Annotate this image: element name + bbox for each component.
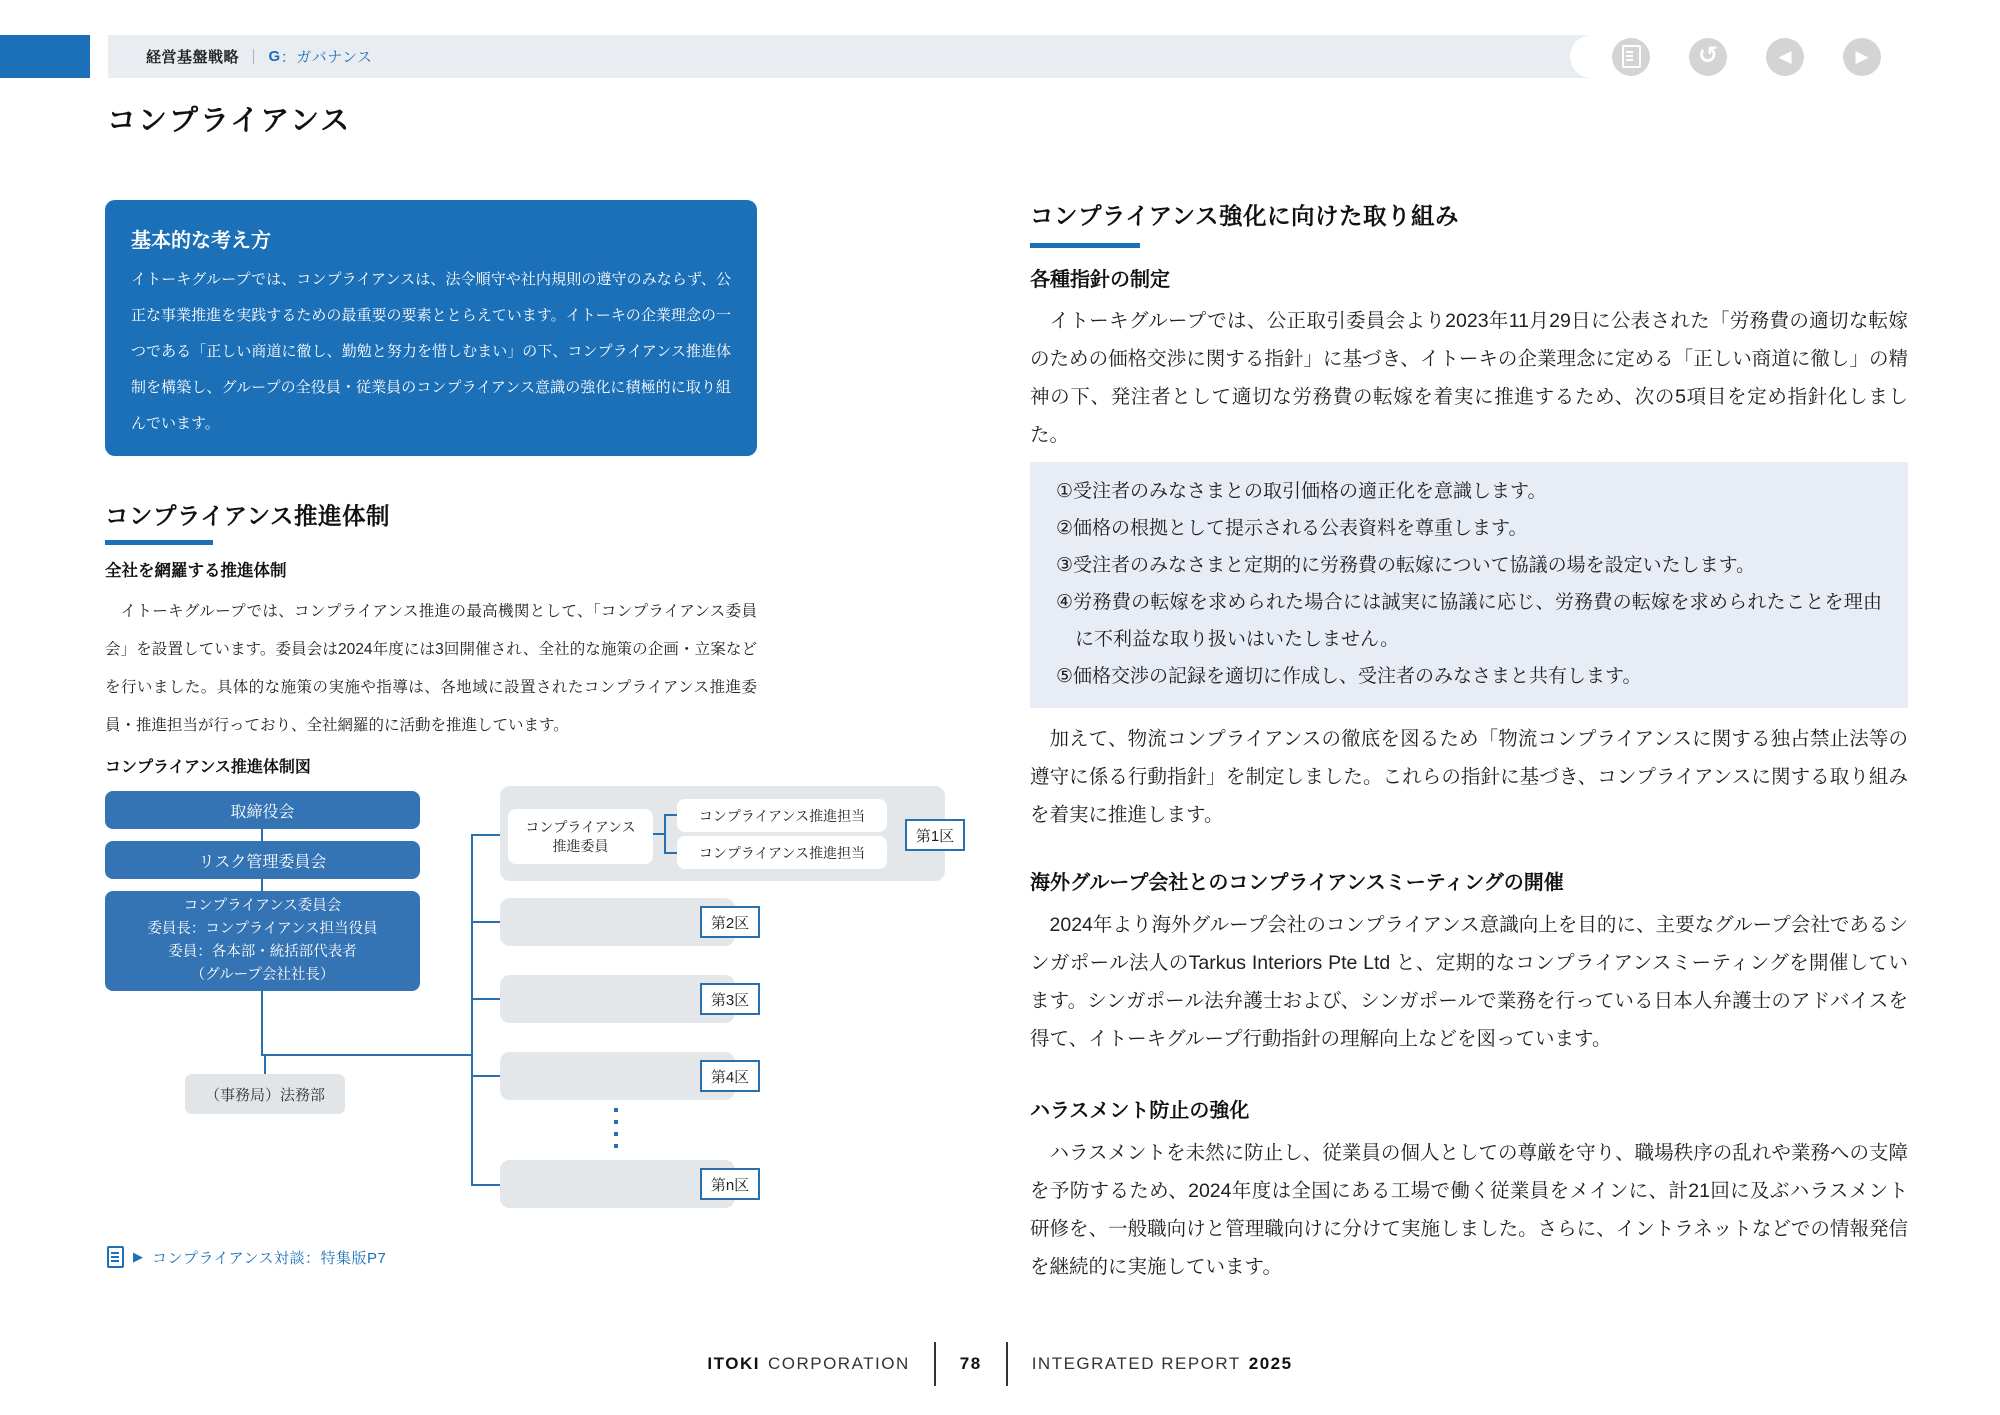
footer-company-bold: ITOKI: [707, 1354, 760, 1373]
connector-line: [261, 879, 263, 891]
promotion-member-box: [508, 809, 653, 864]
connector-line: [261, 991, 263, 1056]
five-point-guideline-box: [1030, 462, 1908, 708]
breadcrumb-tag-label: ：ガバナンス: [280, 49, 373, 66]
committee-line: コンプライアンス委員会: [183, 898, 342, 914]
section-title-strengthening: コンプライアンス強化に向けた取り組み: [1030, 203, 1459, 229]
connector-line: [664, 814, 666, 854]
footer-company-rest: CORPORATION: [767, 1354, 910, 1373]
guideline-item-2: ②価格の根拠として提示される公表資料を尊重します。: [1056, 518, 1528, 539]
link-arrow-icon: ▶: [133, 1249, 143, 1264]
committee-line: （グループ会社社長）: [190, 967, 335, 983]
corner-accent-block: [0, 35, 90, 78]
harassment-body-text: ハラスメントを未然に防止し、従業員の個人としての尊厳を守り、職場秩序の乱れや業務への支障を予防するため、2024年度は全国にある工場で働く従業員をメインに、計21回に及ぶハラスメント研修を、一般職向けと管理職向けに分けて実施しました。さらに、イントラネットなどでの情報発信を継続的に実施しています。: [1030, 1142, 1908, 1278]
section-underline: [105, 540, 213, 545]
connector-trunk: [471, 834, 473, 1186]
promotion-staff-box: コンプライアンス推進担当: [677, 799, 887, 832]
page-footer: [0, 1342, 2000, 1386]
guideline-item-4: ④労務費の転嫁を求められた場合には誠実に協議に応じ、労務費の転嫁を求められたことを理由に不利益な取り扱いはいたしません。: [1056, 592, 1882, 650]
viewer-nav-pill: [1570, 35, 2000, 78]
promoter-line: コンプライアンス: [525, 818, 636, 835]
board-of-directors-box: 取締役会: [105, 791, 420, 829]
subsection-title-guidelines: 各種指針の制定: [1030, 269, 1170, 291]
undo-icon[interactable]: ↺: [1689, 38, 1727, 76]
page-title: コンプライアンス: [107, 105, 352, 137]
promotion-staff-box: コンプライアンス推進担当: [677, 836, 887, 869]
breadcrumb-category: 経営基盤戦略: [146, 49, 240, 66]
committee-line: 委員長：コンプライアンス担当役員: [147, 921, 378, 937]
connector-stub: [471, 1184, 503, 1186]
subsection-title-overseas: 海外グループ会社とのコンプライアンスミーティングの開催: [1030, 872, 1564, 894]
promotion-body-text: イトーキグループでは、コンプライアンス推進の最高機関として、「コンプライアンス委員会」を設置しています。委員会は2024年度には3回開催され、全社的な施策の企画・立案などを行いました。具体的な施策の実施や指導は、各地域に設置されたコンプライアンス推進委員・推進担当が行っており、全社網羅的に活動を推進しています。: [105, 603, 757, 734]
section-title-promotion: コンプライアンス推進体制: [105, 503, 390, 529]
footer-report: [1032, 1354, 1293, 1374]
guideline-item-5: ⑤価格交渉の記録を適切に作成し、受注者のみなさまと共有します。: [1056, 666, 1642, 687]
link-label: コンプライアンス対談：特集版P7: [152, 1249, 387, 1267]
strengthening-section: [1030, 200, 1908, 1286]
document-icon: [107, 1246, 124, 1268]
connector-stub: [471, 998, 503, 1000]
footer-report-year: 2025: [1248, 1354, 1293, 1373]
next-page-icon[interactable]: ▶: [1843, 38, 1881, 76]
footer-report-label: INTEGRATED REPORT: [1031, 1354, 1241, 1373]
secretariat-box: （事務局）法務部: [185, 1074, 345, 1114]
org-chart-title: コンプライアンス推進体制図: [105, 759, 311, 776]
basic-policy-callout: [105, 200, 757, 456]
connector-line: [261, 1054, 473, 1056]
org-chart: [105, 756, 975, 1216]
section-underline: [1030, 243, 1140, 248]
connector-line: [261, 829, 263, 841]
connector-stub: [471, 921, 503, 923]
breadcrumb-separator: ｜: [246, 49, 262, 66]
document-glyph: [1622, 45, 1641, 68]
callout-body: イトーキグループでは、コンプライアンスは、法令順守や社内規則の遵守のみならず、公正な事業推進を実践するための最重要の要素ととらえています。イトーキの企業理念の一つである「正しい商道に徹し、勤勉と努力を惜しむまい」の下、コンプライアンス推進体制を構築し、グループの全役員・従業員のコンプライアンス意識の強化に積極的に取り組んでいます。: [131, 271, 731, 432]
prev-page-icon[interactable]: ◀: [1766, 38, 1804, 76]
district-label-2: 第2区: [700, 906, 760, 938]
district-label-1: 第1区: [905, 819, 965, 851]
continuation-dots: [614, 1108, 618, 1156]
committee-line: 委員：各本部・統括部代表者: [168, 944, 357, 960]
district-label-n: 第n区: [700, 1168, 760, 1200]
footer-divider: [1006, 1342, 1008, 1386]
connector-stub: [471, 1075, 503, 1077]
breadcrumb: [146, 35, 373, 78]
footer-divider: [934, 1342, 936, 1386]
promoter-line: 推進委員: [552, 837, 609, 854]
org-chart-canvas: [105, 786, 975, 1216]
subsection-title-harassment: ハラスメント防止の強化: [1030, 1100, 1250, 1122]
page-number: 78: [959, 1354, 982, 1373]
callout-title: 基本的な考え方: [131, 230, 271, 252]
risk-committee-box: リスク管理委員会: [105, 841, 420, 879]
breadcrumb-tag-letter: G: [268, 48, 281, 65]
overseas-body-text: 2024年より海外グループ会社のコンプライアンス意識向上を目的に、主要なグループ会社であるシンガポール法人のTarkus Interiors Pte Ltd と、定期的なコンプライアンスミーティングを開催しています。シンガポール法弁護士および、シンガポールで業務を行っている日本人弁護士のアドバイスを得て、イトーキグループ行動指針の理解向上などを図っています。: [1030, 914, 1908, 1050]
subsection-title-companywide: 全社を網羅する推進体制: [105, 562, 287, 580]
district-label-3: 第3区: [700, 983, 760, 1015]
footer-company: [707, 1354, 909, 1374]
promotion-structure-section: [105, 500, 757, 745]
logistics-body-text: 加えて、物流コンプライアンスの徹底を図るため「物流コンプライアンスに関する独占禁止法等の遵守に係る行動指針」を制定しました。これらの指針に基づき、コンプライアンスに関する取り組みを着実に推進します。: [1030, 728, 1908, 826]
compliance-dialogue-link[interactable]: [107, 1246, 386, 1268]
contents-icon[interactable]: [1612, 38, 1650, 76]
connector-line: [664, 814, 677, 816]
connector-line: [664, 852, 677, 854]
guideline-item-1: ①受注者のみなさまとの取引価格の適正化を意識します。: [1056, 481, 1547, 502]
district-label-4: 第4区: [700, 1060, 760, 1092]
guidelines-body-text: イトーキグループでは、公正取引委員会より2023年11月29日に公表された「労務費の適切な転嫁のための価格交渉に関する指針」に基づき、イトーキの企業理念に定める「正しい商道に徹し」の精神の下、発注者として適切な労務費の転嫁を着実に推進するため、次の5項目を定め指針化しました。: [1030, 310, 1908, 446]
header-bar: [108, 35, 2000, 78]
guideline-item-3: ③受注者のみなさまと定期的に労務費の転嫁について協議の場を設定いたします。: [1056, 555, 1756, 576]
compliance-committee-box: [105, 891, 420, 991]
connector-line: [264, 1054, 266, 1076]
